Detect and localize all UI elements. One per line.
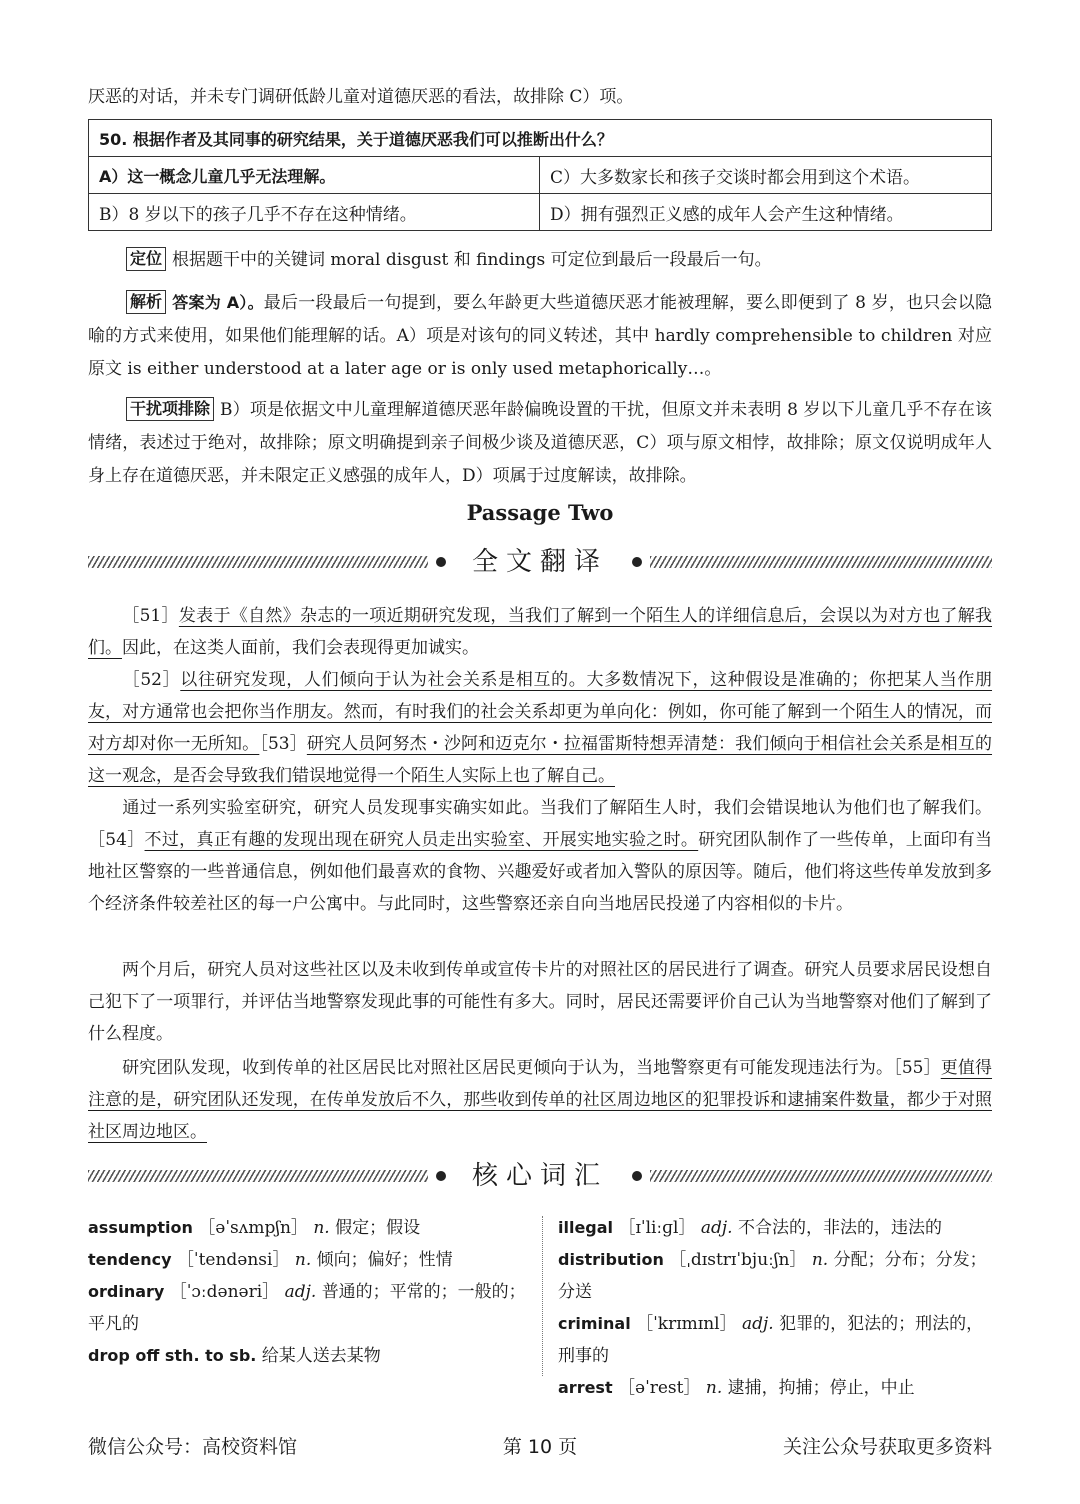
translation-paragraph-2: [88, 664, 992, 792]
vocab-ipa: ［əˈrest］: [618, 1378, 701, 1398]
marker-55: ［55］: [893, 1058, 941, 1078]
vocab-definition: 不合法的，非法的，违法的: [738, 1218, 942, 1238]
page-number: 第 10 页: [502, 1436, 578, 1458]
vocab-pos: n.: [313, 1218, 330, 1238]
jiexi-answer: 答案为 A）。: [172, 293, 264, 312]
sentence-text: 研究团队发现，收到传单的社区居民比对照社区居民更倾向于认为，当地警察更有可能发现违法行为。: [122, 1058, 894, 1078]
vocab-definition: 逮捕，拘捕；停止，中止: [727, 1378, 915, 1398]
vocab-entry: [558, 1308, 998, 1372]
jiexi-text: 最后一段最后一句提到，要么年龄更大些道德厌恶才能被理解，要么即便到了 8 岁，也只会以隐喻的方式来使用，如果他们能理解的话。A）项是对该句的同义转述，其中 hardly comprehensible to children 对应原文 is either understood at a later age or is only used metaphorically…。: [88, 293, 992, 379]
vocab-pos: n.: [294, 1250, 312, 1270]
jiexi-tag: 解析: [126, 290, 166, 314]
section-divider-vocab: [88, 1157, 992, 1197]
question-table: [88, 119, 992, 231]
underlined-sentence-54: 不过，真正有趣的发现出现在研究人员走出实验室、开展实地实验之时。: [144, 830, 699, 850]
section-title-vocab: 核心词汇: [471, 1161, 608, 1191]
option-b: B）8 岁以下的孩子几乎不存在这种情绪。: [89, 194, 540, 231]
underlined-sentence-53: 研究人员阿努杰・沙阿和迈克尔・拉福雷斯特想弄清楚：我们倾向于相信社会关系是相互的这一观念，是否会导致我们错误地觉得一个陌生人实际上也了解自己。: [88, 734, 993, 786]
vocab-ipa: ［ˈkrɪmɪnl］: [636, 1314, 737, 1334]
option-d: D）拥有强烈正义感的成年人会产生这种情绪。: [540, 194, 992, 231]
vocab-entry: [88, 1212, 528, 1244]
dingwei-tag: 定位: [126, 247, 166, 271]
hatch-decoration: [88, 556, 428, 568]
ganrao-tag: 干扰项排除: [126, 397, 214, 421]
translation-paragraph-1: [88, 600, 992, 664]
dingwei-text: 根据题干中的关键词 moral disgust 和 findings 可定位到最后一段最后一句。: [172, 250, 772, 270]
section-title-translation: 全文翻译: [471, 547, 608, 577]
vocab-word: distribution: [558, 1250, 664, 1269]
vocab-pos: n.: [705, 1378, 723, 1398]
bullet-dot: [632, 557, 642, 567]
vocab-word: ordinary: [88, 1282, 165, 1301]
vocab-entry: [88, 1276, 528, 1340]
question-stem: 50. 根据作者及其同事的研究结果，关于道德厌恶我们可以推断出什么？: [89, 120, 992, 157]
vocab-ipa: ［ˌdɪstrɪˈbjuːʃn］: [669, 1250, 807, 1270]
vocab-separator: [542, 1216, 543, 1376]
vocab-word: assumption: [88, 1218, 193, 1237]
jiexi-block: [88, 286, 992, 386]
hatch-decoration: [650, 556, 992, 568]
dingwei-block: [88, 244, 992, 277]
translation-paragraph-4: [88, 954, 992, 1050]
ganrao-block: [88, 394, 992, 493]
option-a: A）这一概念儿童几乎无法理解。: [89, 157, 540, 194]
vocab-column-right: [558, 1212, 998, 1404]
sentence-text: 通过一系列实验室研究，研究人员发现事实确实如此。当我们了解陌生人时，我们会错误地认为他们也了解我们。: [122, 798, 992, 818]
hatch-decoration: [88, 1170, 428, 1182]
intro-line: 厌恶的对话，并未专门调研低龄儿童对道德厌恶的看法，故排除 C）项。: [88, 87, 634, 107]
vocab-entry: [558, 1244, 998, 1308]
vocab-definition: 假定；假设: [335, 1218, 421, 1238]
marker-53: ［53］: [259, 734, 307, 754]
bullet-dot: [436, 557, 446, 567]
marker-51: ［51］: [122, 606, 179, 626]
footer-wechat-account: 微信公众号：高校资料馆: [88, 1436, 298, 1458]
vocab-word: criminal: [558, 1314, 631, 1333]
bullet-dot: [436, 1171, 446, 1181]
vocab-pos: adj.: [284, 1282, 317, 1302]
vocab-ipa: ［ˈtendənsi］: [176, 1250, 290, 1270]
underlined-sentence-52: 以往研究发现，人们倾向于认为社会关系是相互的。: [180, 670, 587, 690]
vocab-entry: [88, 1244, 528, 1276]
vocab-word: arrest: [558, 1378, 613, 1397]
vocab-word: illegal: [558, 1218, 614, 1237]
vocab-word: drop off sth. to sb.: [88, 1346, 257, 1365]
footer-follow-note: 关注公众号获取更多资料: [782, 1436, 992, 1458]
vocab-ipa: ［əˈsʌmpʃn］: [198, 1218, 308, 1238]
bullet-dot: [632, 1171, 642, 1181]
vocab-definition: 倾向；偏好；性情: [316, 1250, 453, 1270]
underlined-sentence-55: 更值得注意的是，研究团队还发现，在传单发放后不久，那些收到传单的社区周边地区的犯罪投诉和逮捕案件数量，都少于对照社区周边地区。: [88, 1058, 993, 1142]
vocab-definition: 普通的；平常的；一般的；平凡的: [88, 1282, 526, 1334]
vocab-pos: adj.: [700, 1218, 733, 1238]
vocab-definition: 给某人送去某物: [261, 1346, 381, 1366]
vocab-definition: 犯罪的，犯法的；刑法的，刑事的: [558, 1314, 984, 1366]
underlined-sentence-52b: 大多数情况下，这种假设是准确的；你把某人当作朋友，对方通常也会把你当作朋友。然而，有时我们的社会关系却更为单向化：例如，你可能了解到一个陌生人的情况，而对方却对你一无所知。: [88, 670, 993, 754]
vocab-ipa: ［ɪˈliːɡl］: [618, 1218, 696, 1238]
vocab-entry: [558, 1372, 998, 1404]
marker-54: ［54］: [88, 830, 145, 850]
hatch-decoration: [650, 1170, 992, 1182]
vocab-pos: n.: [811, 1250, 829, 1270]
sentence-text: 两个月后，研究人员对这些社区以及未收到传单或宣传卡片的对照社区的居民进行了调查。研究人员要求居民设想自己犯下了一项罪行，并评估当地警察发现此事的可能性有多大。同时，居民还需要评价自己认为当地警察对他们了解到了什么程度。: [88, 960, 992, 1044]
underlined-sentence-51: 发表于《自然》杂志的一项近期研究发现，当我们了解到一个陌生人的详细信息后，会误以为对方也了解我们。: [88, 606, 993, 658]
translation-paragraph-3: [88, 792, 992, 920]
section-divider-translation: [88, 543, 992, 583]
sentence-text: 因此，在这类人面前，我们会表现得更加诚实。: [122, 638, 479, 658]
vocab-pos: adj.: [741, 1314, 774, 1334]
translation-paragraph-5: [88, 1052, 992, 1148]
passage-title: Passage Two: [466, 500, 614, 525]
vocab-definition: 分配；分布；分发；分送: [558, 1250, 987, 1302]
vocab-entry: [88, 1340, 528, 1372]
marker-52: ［52］: [122, 670, 181, 690]
vocab-ipa: ［ˈɔːdənəri］: [169, 1282, 280, 1302]
option-c: C）大多数家长和孩子交谈时都会用到这个术语。: [540, 157, 992, 194]
vocab-column-left: [88, 1212, 528, 1372]
ganrao-text: B）项是依据文中儿童理解道德厌恶年龄偏晚设置的干扰，但原文并未表明 8 岁以下儿童几乎不存在该情绪，表述过于绝对，故排除；原文明确提到亲子间极少谈及道德厌恶，C）项与原文相悖，故排除；原文仅说明成年人身上存在道德厌恶，并未限定正义感强的成年人，D）项属于过度解读，故排除。: [88, 400, 992, 486]
vocab-entry: [558, 1212, 998, 1244]
sentence-text: 研究团队制作了一些传单，上面印有当地社区警察的一些普通信息，例如他们最喜欢的食物、兴趣爱好或者加入警队的原因等。随后，他们将这些传单发放到多个经济条件较差社区的每一户公寓中。与此同时，这些警察还亲自向当地居民投递了内容相似的卡片。: [88, 830, 993, 914]
vocab-word: tendency: [88, 1250, 172, 1269]
